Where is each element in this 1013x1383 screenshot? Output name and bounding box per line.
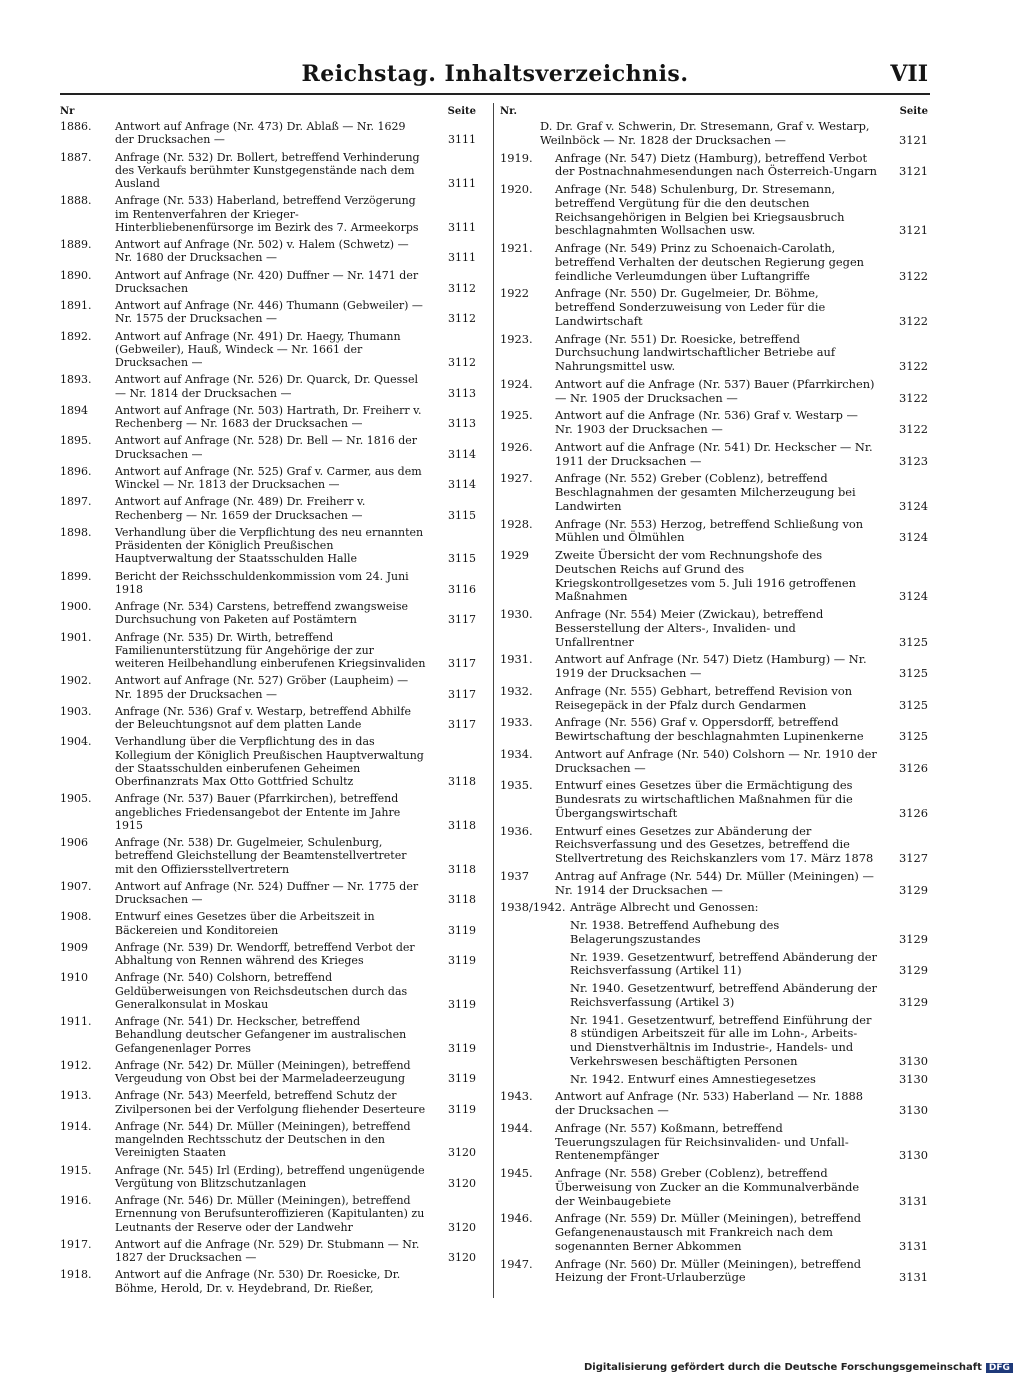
group-sub-list xyxy=(500,919,928,1086)
footer-credit xyxy=(584,1362,1013,1373)
entry-text: Antwort auf die Anfrage (Nr. 536) Graf v. Westarp — Nr. 1903 der Drucksachen — xyxy=(555,408,858,436)
entry-number: 1924. xyxy=(500,376,533,391)
entry-number: 1929 xyxy=(500,548,529,562)
entry-text: Anfrage (Nr. 534) Carstens, betreffend zwangsweise Durchsuchung von Paketen auf Postämtern xyxy=(115,600,409,627)
toc-entry xyxy=(60,1194,476,1234)
toc-entry xyxy=(500,825,928,866)
toc-entry xyxy=(500,779,928,820)
toc-entry xyxy=(60,465,476,492)
toc-entry xyxy=(500,518,928,546)
entry-number: 1902. xyxy=(60,674,92,688)
entry-page: 3118 xyxy=(448,818,476,832)
entry-page: 3113 xyxy=(448,417,476,430)
entry-number: 1886. xyxy=(60,120,92,133)
entry-page: 3122 xyxy=(899,422,928,436)
page-title: Reichstag. Inhaltsverzeichnis. xyxy=(301,61,689,87)
toc-entry xyxy=(500,1167,928,1208)
entry-page: 3124 xyxy=(899,498,928,513)
entry-number: 1916. xyxy=(60,1194,92,1207)
entry-text: Anfrage (Nr. 559) Dr. Müller (Meiningen), betreffend Gefangenenaustausch mit Frankreich nach dem sogenannten Berner Abkommen xyxy=(555,1211,862,1253)
entry-text: Antwort auf Anfrage (Nr. 524) Duffner — Nr. 1775 der Drucksachen — xyxy=(115,879,419,906)
entry-page: 3121 xyxy=(899,164,928,179)
entry-number: 1947. xyxy=(500,1256,533,1271)
continuation-entry xyxy=(500,120,928,148)
entry-number: 1901. xyxy=(60,630,92,644)
entry-text: Antwort auf Anfrage (Nr. 502) v. Halem (Schwetz) — Nr. 1680 der Drucksachen — xyxy=(115,238,409,265)
entry-text: Anfrage (Nr. 537) Bauer (Pfarrkirchen), betreffend angebliches Friedensangebot der Entente im Jahre 1915 xyxy=(115,792,401,832)
toc-entry xyxy=(500,441,928,469)
entry-text: Antwort auf Anfrage (Nr. 446) Thumann (Gebweiler) — Nr. 1575 der Drucksachen — xyxy=(115,299,423,326)
entry-text: Antwort auf Anfrage (Nr. 420) Duffner — Nr. 1471 der Drucksachen xyxy=(115,268,419,295)
entry-number: 1911. xyxy=(60,1015,92,1028)
entry-number: 1931. xyxy=(500,652,533,667)
entry-page: 3125 xyxy=(899,666,928,680)
entry-text: D. Dr. Graf v. Schwerin, Dr. Stresemann, Graf v. Westarp, Weilnböck — Nr. 1828 der Drucksachen — xyxy=(540,119,870,147)
toc-entry xyxy=(500,870,928,898)
entry-text: Anfrage (Nr. 547) Dietz (Hamburg), betreffend Verbot der Postnachnahmesendungen nach Österreich-Ungarn xyxy=(555,150,877,179)
entry-page: 3129 xyxy=(899,882,928,897)
entry-page: 3129 xyxy=(899,963,928,978)
entry-page: 3111 xyxy=(448,220,476,234)
entry-text: Anfrage (Nr. 560) Dr. Müller (Meiningen), betreffend Heizung der Front-Urlauberzüge xyxy=(555,1256,862,1285)
entry-page: 3127 xyxy=(899,851,928,865)
toc-entry xyxy=(60,269,476,296)
entry-text: Nr. 1941. Gesetzentwurf, betreffend Einführung der 8 stündigen Arbeitszeit für alle im Lohn-, Arbeits- und Dienstverhältnis im Industrie-, Handels- und Verkehrswesen beschäftigten Personen xyxy=(570,1012,872,1068)
toc-entry xyxy=(500,1258,928,1286)
toc-entry xyxy=(60,910,476,937)
entry-text: Antwort auf Anfrage (Nr. 491) Dr. Haegy, Thumann (Gebweiler), Hauß, Windeck — Nr. 1661 der Drucksachen — xyxy=(115,329,401,369)
toc-entry xyxy=(60,792,476,832)
entry-page: 3112 xyxy=(448,281,476,295)
entry-number: 1923. xyxy=(500,331,533,346)
toc-entry xyxy=(60,299,476,326)
entry-page: 3118 xyxy=(448,862,476,876)
column-header xyxy=(60,103,476,120)
entry-page: 3131 xyxy=(899,1193,928,1208)
entry-page: 3112 xyxy=(448,356,476,369)
entry-text: Anfrage (Nr. 535) Dr. Wirth, betreffend Familienunterstützung für Angehörige der zur weiteren Heilbehandlung einberufenen Kriegsinvaliden xyxy=(115,630,426,670)
entry-text: Anfrage (Nr. 546) Dr. Müller (Meiningen), betreffend Ernennung von Berufsunteroffizieren (Kapitulanten) zu Leutnants der Reserve oder der Landwehr xyxy=(115,1194,425,1234)
toc-entry xyxy=(500,287,928,328)
entry-text: Antwort auf die Anfrage (Nr. 529) Dr. Stubmann — Nr. 1827 der Drucksachen — xyxy=(115,1237,420,1264)
entry-number: 1915. xyxy=(60,1163,92,1177)
group-sub-entry xyxy=(500,951,928,979)
entry-page: 3117 xyxy=(448,613,476,627)
entry-page: 3119 xyxy=(448,954,476,967)
entry-page: 3118 xyxy=(448,893,476,906)
toc-entry xyxy=(500,608,928,649)
toc-entry xyxy=(500,549,928,604)
entry-text: Anfrage (Nr. 540) Colshorn, betreffend Geldüberweisungen von Reichsdeutschen durch das Generalkonsulat in Moskau xyxy=(115,971,408,1011)
toc-entry xyxy=(60,238,476,265)
entry-page: 3120 xyxy=(448,1146,476,1160)
entry-number: 1917. xyxy=(60,1237,92,1251)
entry-text: Anfrage (Nr. 548) Schulenburg, Dr. Stresemann, betreffend Vergütung für die den deutschen Reichsangehörigen in Belgien bei Kriegsausbruch beschlagnahmten Wollsachen usw. xyxy=(555,182,845,238)
entry-page: 3131 xyxy=(899,1238,928,1253)
entry-page: 3115 xyxy=(448,552,476,566)
entry-page: 3111 xyxy=(448,251,476,265)
entry-text: Antwort auf Anfrage (Nr. 533) Haberland — Nr. 1888 der Drucksachen — xyxy=(555,1089,863,1117)
entry-number: 1913. xyxy=(60,1089,92,1103)
entry-text: Anfrage (Nr. 552) Greber (Coblenz), betreffend Beschlagnahmen der gesamten Milcherzeugung bei Landwirten xyxy=(555,471,856,513)
entry-page: 3125 xyxy=(899,729,928,743)
toc-entry xyxy=(500,748,928,776)
entry-text: Nr. 1942. Entwurf eines Amnestiegesetzes xyxy=(570,1071,816,1086)
toc-entry xyxy=(60,600,476,627)
entry-number: 1890. xyxy=(60,268,92,282)
entry-text: Antwort auf Anfrage (Nr. 528) Dr. Bell — Nr. 1816 der Drucksachen — xyxy=(115,434,418,461)
entry-page: 3122 xyxy=(899,268,928,283)
entry-number: 1922 xyxy=(500,286,529,301)
entry-page: 3121 xyxy=(899,132,928,147)
toc-entry xyxy=(60,526,476,566)
entry-page: 3120 xyxy=(448,1220,476,1234)
entry-number: 1887. xyxy=(60,150,92,164)
dfg-logo: DFG xyxy=(986,1363,1013,1373)
toc-entry xyxy=(60,674,476,701)
toc-entry xyxy=(60,1015,476,1055)
toc-entry xyxy=(60,1089,476,1116)
entry-page: 3129 xyxy=(899,994,928,1009)
entry-page: 3126 xyxy=(899,760,928,775)
toc-entry xyxy=(500,685,928,713)
entry-number: 1906 xyxy=(60,836,88,849)
toc-entry xyxy=(60,1120,476,1160)
toc-entry xyxy=(500,716,928,744)
seite-label: Seite xyxy=(899,106,928,117)
toc-entry xyxy=(60,1268,476,1295)
entry-text: Anfrage (Nr. 541) Dr. Heckscher, betreffend Behandlung deutscher Gefangener im australischen Gefangenenlager Porres xyxy=(115,1015,407,1055)
entry-text: Anfrage (Nr. 557) Koßmann, betreffend Teuerungszulagen für Reichsinvaliden- und Unfall-Rentenempfänger xyxy=(555,1120,849,1163)
page-number: VII xyxy=(890,61,928,87)
entry-number: 1933. xyxy=(500,715,533,730)
entry-page: 3120 xyxy=(448,1251,476,1264)
toc-entry xyxy=(60,735,476,788)
group-entry xyxy=(500,901,928,915)
entry-number: 1889. xyxy=(60,238,92,251)
group-sub-entry xyxy=(500,982,928,1010)
entry-text: Bericht der Reichsschuldenkommission vom 24. Juni 1918 xyxy=(115,569,409,596)
nr-label: Nr xyxy=(60,106,75,117)
entry-number: 1892. xyxy=(60,329,92,343)
entry-page: 3130 xyxy=(899,1103,928,1117)
entry-number: 1934. xyxy=(500,746,533,761)
entry-page: 3124 xyxy=(899,589,928,604)
entry-page: 3117 xyxy=(448,687,476,701)
entry-number: 1895. xyxy=(60,434,92,448)
entry-number: 1891. xyxy=(60,299,92,312)
entry-number: 1926. xyxy=(500,439,533,454)
entry-text: Antwort auf Anfrage (Nr. 527) Gröber (Laupheim) — Nr. 1895 der Drucksachen — xyxy=(115,674,409,701)
toc-entry xyxy=(60,1059,476,1086)
column-header xyxy=(500,103,928,120)
entry-page: 3117 xyxy=(448,657,476,670)
toc-entry xyxy=(60,404,476,431)
entry-page: 3126 xyxy=(899,805,928,820)
entry-number: 1930. xyxy=(500,607,533,621)
entry-page: 3129 xyxy=(899,931,928,946)
entry-number: 1897. xyxy=(60,495,92,509)
entry-text: Antwort auf Anfrage (Nr. 540) Colshorn — Nr. 1910 der Drucksachen — xyxy=(555,746,877,775)
entry-text: Antwort auf die Anfrage (Nr. 537) Bauer (Pfarrkirchen) — Nr. 1905 der Drucksachen — xyxy=(555,376,875,405)
entry-number: 1899. xyxy=(60,569,92,583)
page-header xyxy=(60,55,930,95)
entry-text: Nr. 1940. Gesetzentwurf, betreffend Abänderung der Reichsverfassung (Artikel 3) xyxy=(570,981,877,1009)
toc-entry xyxy=(500,1122,928,1163)
entry-text: Anfrage (Nr. 542) Dr. Müller (Meiningen), betreffend Vergeudung von Obst bei der Marmeladeerzeugung xyxy=(115,1058,411,1085)
entry-text: Zweite Übersicht der vom Rechnungshofe des Deutschen Reichs auf Grund des Kriegskontrollgesetzes vom 5. Juli 1916 getroffenen Maßnahmen xyxy=(555,548,856,604)
toc-entry xyxy=(60,1164,476,1191)
toc-entry xyxy=(60,120,476,147)
entry-text: Anfrage (Nr. 550) Dr. Gugelmeier, Dr. Böhme, betreffend Sonderzuweisung von Leder für die Landwirtschaft xyxy=(555,286,826,328)
entry-number: 1894 xyxy=(60,403,88,417)
entry-number: 1905. xyxy=(60,792,92,806)
entry-number: 1935. xyxy=(500,778,533,793)
toc-entry xyxy=(500,472,928,513)
group-sub-entry xyxy=(500,1014,928,1069)
toc-entry xyxy=(60,971,476,1011)
entry-page: 3117 xyxy=(448,718,476,731)
entry-page: 3119 xyxy=(448,997,476,1011)
right-column xyxy=(500,103,928,1289)
entry-number: 1910 xyxy=(60,971,88,985)
toc-entry xyxy=(60,194,476,234)
entry-text: Antwort auf Anfrage (Nr. 547) Dietz (Hamburg) — Nr. 1919 der Drucksachen — xyxy=(555,652,867,680)
entry-text: Anfrage (Nr. 543) Meerfeld, betreffend Schutz der Zivilpersonen bei der Verfolgung fliehender Deserteure xyxy=(115,1089,426,1116)
entry-text: Anfrage (Nr. 539) Dr. Wendorff, betreffend Verbot der Abhaltung von Rennen während des Krieges xyxy=(115,940,415,967)
entry-page: 3114 xyxy=(448,478,476,491)
footer-text: Digitalisierung gefördert durch die Deutsche Forschungsgemeinschaft xyxy=(584,1362,982,1373)
entry-number: 1944. xyxy=(500,1120,533,1135)
entry-number: 1912. xyxy=(60,1058,92,1072)
entry-number: 1907. xyxy=(60,879,92,893)
entry-number: 1904. xyxy=(60,735,92,749)
entry-text: Anfrage (Nr. 536) Graf v. Westarp, betreffend Abhilfe der Beleuchtungsnot auf dem platten Lande xyxy=(115,704,411,731)
entry-page: 3125 xyxy=(899,634,928,649)
entry-text: Anfrage (Nr. 551) Dr. Roesicke, betreffend Durchsuchung landwirtschaftlicher Betriebe auf Nahrungsmittel usw. xyxy=(555,331,836,373)
entry-number: 1932. xyxy=(500,683,533,698)
entry-number: 1908. xyxy=(60,910,92,924)
entry-number: 1903. xyxy=(60,704,92,718)
entry-text: Antwort auf Anfrage (Nr. 526) Dr. Quarck, Dr. Quessel — Nr. 1814 der Drucksachen — xyxy=(115,373,418,400)
group-sub-entry xyxy=(500,1073,928,1087)
entry-text: Verhandlung über die Verpflichtung des in das Kollegium der Königlich Preußischen Hauptverwaltung der Staatsschulden einberufenen Geheimen Oberfinanzrats Max Otto Gottfried Schultz xyxy=(115,735,424,788)
entry-text: Verhandlung über die Verpflichtung des neu ernannten Präsidenten der Königlich Preußischen Hauptverwaltung der Staatsschulden Halle xyxy=(115,525,424,566)
entry-page: 3121 xyxy=(899,223,928,238)
toc-entry xyxy=(60,705,476,732)
entry-number: 1943. xyxy=(500,1089,533,1104)
entry-number: 1918. xyxy=(60,1268,92,1282)
toc-entry xyxy=(500,333,928,374)
entry-number: 1928. xyxy=(500,516,533,531)
entry-text: Antwort auf Anfrage (Nr. 473) Dr. Ablaß — Nr. 1629 der Drucksachen — xyxy=(115,120,406,147)
entry-number: 1945. xyxy=(500,1166,533,1180)
entry-page: 3130 xyxy=(899,1148,928,1163)
entry-page: 3131 xyxy=(899,1270,928,1285)
entry-text: Entwurf eines Gesetzes über die Arbeitszeit in Bäckereien und Konditoreien xyxy=(115,910,375,937)
entry-number: 1937 xyxy=(500,868,529,883)
entry-text: Anfrage (Nr. 544) Dr. Müller (Meiningen), betreffend mangelnden Rechtsschutz der Deutschen in den Vereinigten Staaten xyxy=(115,1119,411,1160)
column-divider xyxy=(493,103,494,1298)
entry-page: 3115 xyxy=(448,508,476,522)
entry-page: 3120 xyxy=(448,1176,476,1190)
entry-text: Nr. 1939. Gesetzentwurf, betreffend Abänderung der Reichsverfassung (Artikel 11) xyxy=(570,949,877,978)
entry-page: 3111 xyxy=(448,177,476,190)
entry-text: Anfrage (Nr. 532) Dr. Bollert, betreffend Verhinderung des Verkaufs berühmter Kunstgegenstände nach dem Ausland xyxy=(115,150,420,190)
toc-entry xyxy=(60,151,476,191)
toc-entry xyxy=(500,1090,928,1118)
entry-text: Anfrage (Nr. 545) Irl (Erding), betreffend ungenügende Vergütung von Blitzschutzanlagen xyxy=(115,1163,425,1190)
seite-label: Seite xyxy=(447,106,476,117)
entry-number: 1900. xyxy=(60,600,92,613)
toc-entry xyxy=(60,836,476,876)
toc-entry xyxy=(60,631,476,671)
entry-page: 3116 xyxy=(448,582,476,596)
nr-label: Nr. xyxy=(500,106,517,117)
entry-list xyxy=(60,120,476,1295)
entry-number: 1914. xyxy=(60,1119,92,1133)
entry-number: 1919. xyxy=(500,150,533,165)
entry-page: 3122 xyxy=(899,390,928,405)
entry-page: 3119 xyxy=(448,923,476,937)
entry-number: 1938/1942. xyxy=(500,900,566,915)
entry-page: 3112 xyxy=(448,312,476,326)
entry-number: 1898. xyxy=(60,525,92,539)
toc-entry xyxy=(500,242,928,283)
entry-text: Antwort auf die Anfrage (Nr. 530) Dr. Roesicke, Dr. Böhme, Herold, Dr. v. Heydebrand, Dr. Rießer, xyxy=(115,1268,401,1295)
entry-page: 3125 xyxy=(899,697,928,712)
toc-entry xyxy=(60,1238,476,1265)
entry-text: Anträge Albrecht und Genossen: xyxy=(570,900,759,915)
toc-entry xyxy=(500,409,928,437)
entry-number: 1896. xyxy=(60,464,92,478)
toc-entry xyxy=(60,495,476,522)
entry-page: 3130 xyxy=(899,1053,928,1068)
entry-page: 3119 xyxy=(448,1041,476,1055)
entry-text: Entwurf eines Gesetzes über die Ermächtigung des Bundesrats zu wirtschaftlichen Maßnahmen für die Übergangswirtschaft xyxy=(555,778,853,820)
entry-page: 3114 xyxy=(448,447,476,461)
entry-page: 3122 xyxy=(899,313,928,328)
entry-text: Antwort auf Anfrage (Nr. 503) Hartrath, Dr. Freiherr v. Rechenberg — Nr. 1683 der Drucksachen — xyxy=(115,403,422,430)
entry-number: 1925. xyxy=(500,408,533,423)
entry-text: Antwort auf Anfrage (Nr. 489) Dr. Freiherr v. Rechenberg — Nr. 1659 der Drucksachen — xyxy=(115,495,366,522)
entry-text: Nr. 1938. Betreffend Aufhebung des Belagerungszustandes xyxy=(570,918,780,946)
entry-text: Anfrage (Nr. 554) Meier (Zwickau), betreffend Besserstellung der Alters-, Invaliden- und Unfallrentner xyxy=(555,607,824,649)
entry-text: Anfrage (Nr. 538) Dr. Gugelmeier, Schulenburg, betreffend Gleichstellung der Beamtenstellvertreter mit den Offiziersstellvertretern xyxy=(115,836,407,876)
toc-entry xyxy=(500,152,928,180)
left-column xyxy=(60,103,476,1299)
toc-entry xyxy=(60,880,476,907)
entry-page: 3122 xyxy=(899,359,928,373)
entry-page: 3130 xyxy=(899,1071,928,1086)
entry-page: 3124 xyxy=(899,530,928,545)
entry-text: Anfrage (Nr. 533) Haberland, betreffend Verzögerung im Rentenverfahren der Krieger-Hinterbliebenenfürsorge im Bezirk des 7. Armeekorps xyxy=(115,194,419,234)
entry-page: 3119 xyxy=(448,1102,476,1116)
entry-text: Entwurf eines Gesetzes zur Abänderung der Reichsverfassung und des Gesetzes, betreffend die Stellvertretung des Reichskanzlers vom 17. März 1878 xyxy=(555,823,874,865)
toc-entry xyxy=(60,434,476,461)
entry-page: 3113 xyxy=(448,386,476,400)
entry-number: 1893. xyxy=(60,373,92,387)
entry-number: 1936. xyxy=(500,823,533,838)
group-sub-entry xyxy=(500,919,928,947)
entry-text: Anfrage (Nr. 549) Prinz zu Schoenaich-Carolath, betreffend Verhalten der deutschen Regierung gegen feindliche Verleumdungen über Luftangriffe xyxy=(555,241,865,283)
toc-entry xyxy=(60,373,476,400)
entry-text: Anfrage (Nr. 553) Herzog, betreffend Schließung von Mühlen und Ölmühlen xyxy=(555,516,864,545)
toc-entry xyxy=(500,183,928,238)
entry-list xyxy=(500,152,928,898)
entry-number: 1927. xyxy=(500,471,533,486)
entry-list xyxy=(500,1090,928,1285)
toc-entry xyxy=(60,570,476,597)
entry-number: 1909 xyxy=(60,940,88,954)
entry-text: Anfrage (Nr. 556) Graf v. Oppersdorff, betreffend Bewirtschaftung der beschlagnahmten Lupinenkerne xyxy=(555,715,864,743)
toc-entry xyxy=(60,330,476,370)
entry-text: Antrag auf Anfrage (Nr. 544) Dr. Müller (Meiningen) — Nr. 1914 der Drucksachen — xyxy=(555,868,874,897)
entry-page: 3119 xyxy=(448,1072,476,1085)
entry-number: 1946. xyxy=(500,1211,533,1226)
entry-number: 1921. xyxy=(500,241,533,255)
entry-text: Anfrage (Nr. 555) Gebhart, betreffend Revision von Reisegepäck in der Pfalz durch Gendarmen xyxy=(555,683,853,712)
entry-text: Anfrage (Nr. 558) Greber (Coblenz), betreffend Überweisung von Zucker an die Kommunalverbände der Weinbaugebiete xyxy=(555,1166,860,1208)
toc-entry xyxy=(500,1212,928,1253)
toc-entry xyxy=(500,378,928,406)
entry-page: 3118 xyxy=(448,775,476,788)
toc-entry xyxy=(500,653,928,681)
entry-number: 1888. xyxy=(60,194,92,208)
toc-entry xyxy=(60,941,476,968)
entry-page: 3123 xyxy=(899,453,928,468)
entry-text: Antwort auf Anfrage (Nr. 525) Graf v. Carmer, aus dem Winckel — Nr. 1813 der Drucksachen — xyxy=(115,464,422,491)
entry-page: 3111 xyxy=(448,133,476,147)
entry-text: Antwort auf die Anfrage (Nr. 541) Dr. Heckscher — Nr. 1911 der Drucksachen — xyxy=(555,439,873,468)
entry-number: 1920. xyxy=(500,182,533,196)
